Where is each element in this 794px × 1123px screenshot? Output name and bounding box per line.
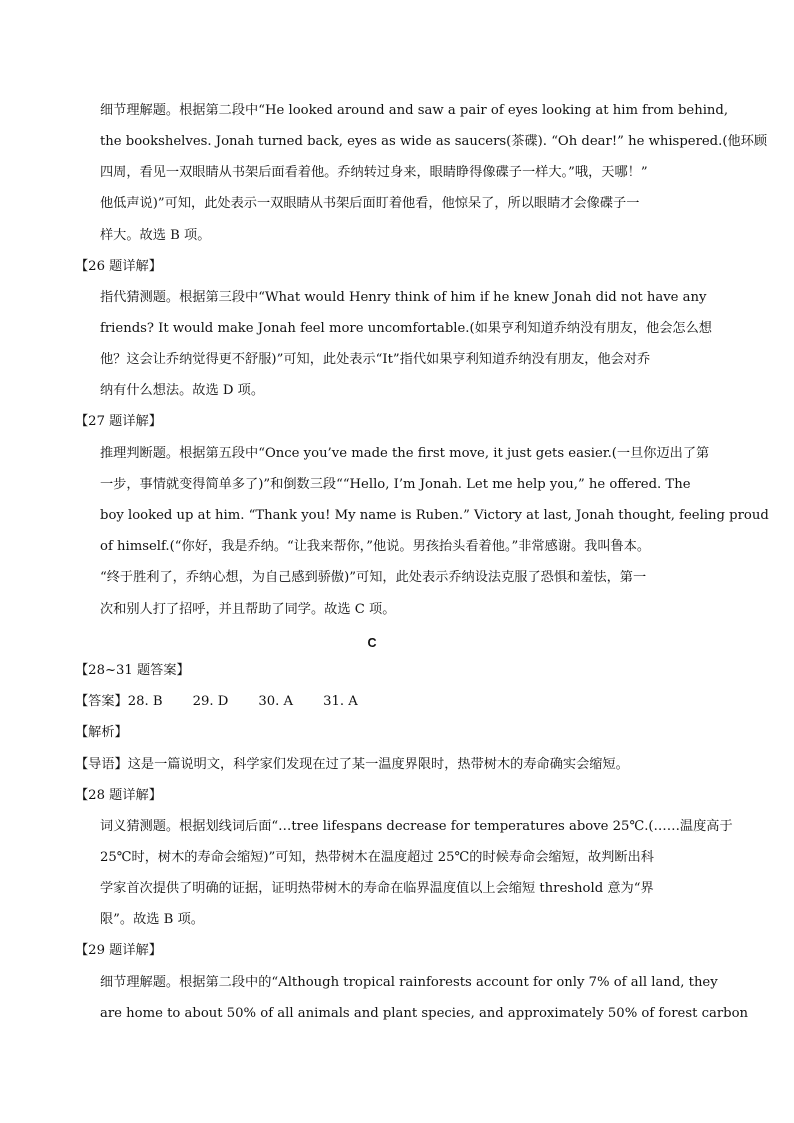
answer-28: 28. B	[127, 694, 163, 709]
section-c-label: C	[367, 636, 377, 650]
answer-30: 30. A	[258, 694, 294, 709]
q28-line-3: 学家首次提供了明确的证据，证明热带树木的寿命在临界温度值以上会缩短 threshold 意为“界	[100, 881, 654, 896]
answer-31: 31. A	[323, 694, 358, 709]
guide-text: 这是一篇说明文，科学家们发现在过了某一温度界限时，热带树木的寿命确实会缩短。	[127, 757, 629, 772]
guide-label: 【导语】	[75, 757, 128, 772]
answers-heading: 【28~31 题答案】	[75, 663, 190, 678]
q28-heading: 【28 题详解】	[75, 788, 162, 803]
q27-line-1: 推理判断题。根据第五段中“Once you’ve made the first move, it just gets easier.(一旦你迈出了第	[100, 446, 710, 461]
q29-heading: 【29 题详解】	[75, 943, 162, 958]
q26-line-1: 指代猜测题。根据第三段中“What would Henry think of him if he knew Jonah did not have any	[100, 290, 707, 305]
q29-line-2: are home to about 50% of all animals and plant species, and approximately 50% of forest carbon	[100, 1006, 749, 1021]
q29-line-1: 细节理解题。根据第二段中的“Although tropical rainforests account for only 7% of all land, they	[100, 975, 718, 990]
q27-line-2: 一步，事情就变得简单多了)”和倒数三段““Hello, I’m Jonah. Let me help you,” he offered. The	[100, 477, 691, 492]
q25-line-4: 他低声说)”可知，此处表示一双眼睛从书架后面盯着他看，他惊呆了，所以眼睛才会像碟子一	[100, 196, 640, 211]
q25-line-1: 细节理解题。根据第二段中“He looked around and saw a pair of eyes looking at him from behind,	[100, 103, 729, 118]
q28-line-2: 25℃时，树木的寿命会缩短)”可知，热带树木在温度超过 25℃的时候寿命会缩短，故判断出科	[100, 850, 654, 865]
q26-line-3: 他？这会让乔纳觉得更不舒服)”可知，此处表示“It”指代如果亨利知道乔纳没有朋友，他会对乔	[100, 352, 651, 367]
q26-line-4: 纳有什么想法。故选 D 项。	[100, 383, 265, 398]
analysis-heading: 【解析】	[75, 725, 128, 740]
q28-line-1: 词义猜测题。根据划线词后面“…tree lifespans decrease for temperatures above 25℃.(……温度高于	[100, 819, 733, 834]
answers-label: 【答案】	[75, 694, 128, 709]
guide-row	[75, 756, 629, 774]
q25-line-3: 四周，看见一双眼睛从书架后面看着他。乔纳转过身来，眼睛睁得像碟子一样大。”哦，天哪！”	[100, 165, 648, 180]
q25-line-2: the bookshelves. Jonah turned back, eyes as wide as saucers(茶碟). “Oh dear!” he whispered.(他环顾	[100, 134, 768, 149]
q27-line-6: 次和别人打了招呼，并且帮助了同学。故选 C 项。	[100, 602, 396, 617]
q25-line-5: 样大。故选 B 项。	[100, 228, 211, 243]
q26-heading: 【26 题详解】	[75, 259, 162, 274]
answer-29: 29. D	[192, 694, 229, 709]
q28-line-4: 限”。故选 B 项。	[100, 912, 204, 927]
q27-line-3: boy looked up at him. “Thank you! My name is Ruben.” Victory at last, Jonah thought, feeling proud	[100, 508, 769, 523]
q27-line-5: “终于胜利了，乔纳心想，为自己感到骄傲)”可知，此处表示乔纳设法克服了恐惧和羞怯，第一	[100, 570, 647, 585]
answers-row	[75, 693, 358, 711]
q27-heading: 【27 题详解】	[75, 414, 162, 429]
q26-line-2: friends? It would make Jonah feel more uncomfortable.(如果亨利知道乔纳没有朋友，他会怎么想	[100, 321, 712, 336]
q27-line-4: of himself.(“你好，我是乔纳。“让我来帮你，”他说。男孩抬头看着他。”非常感谢。我叫鲁本。	[100, 539, 651, 554]
